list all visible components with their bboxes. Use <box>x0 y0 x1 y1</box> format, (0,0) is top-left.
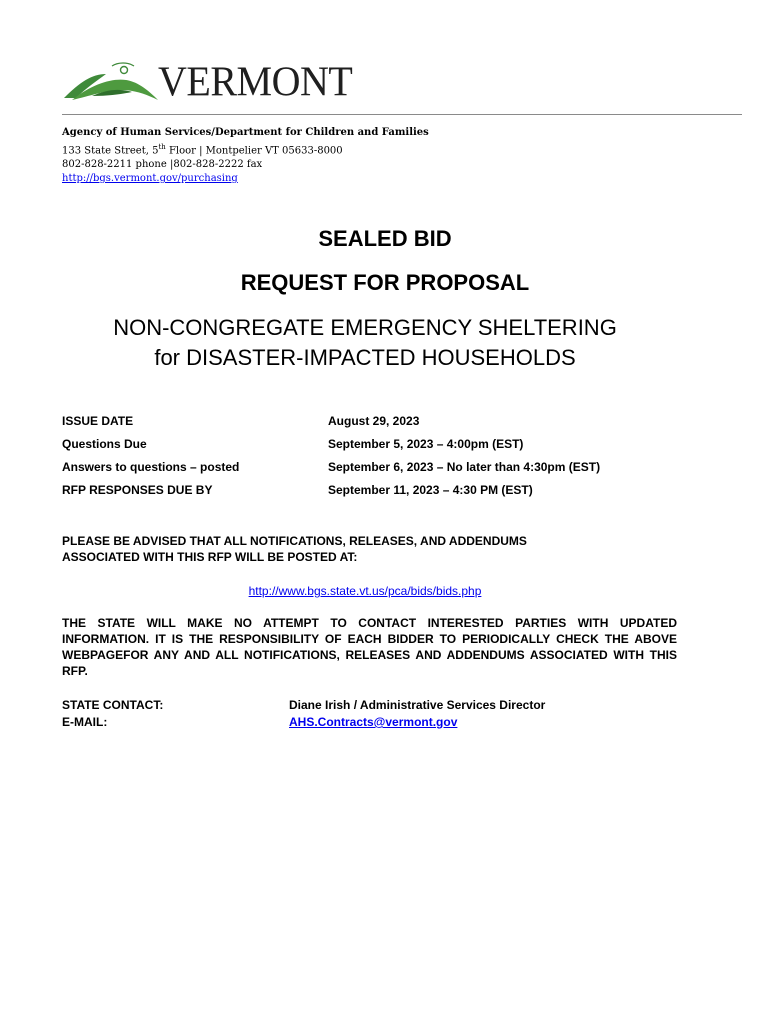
phone-fax: 802-828-2211 phone |802-828-2222 fax <box>62 159 263 171</box>
agency-address-block <box>62 126 429 186</box>
purchasing-link[interactable]: http://bgs.vermont.gov/purchasing <box>62 173 238 185</box>
sealed-bid-heading: SEALED BID <box>318 226 452 251</box>
date-label: Answers to questions – posted <box>62 460 240 474</box>
date-label: RFP RESPONSES DUE BY <box>62 483 213 497</box>
date-label: Questions Due <box>62 437 147 451</box>
date-value: September 11, 2023 – 4:30 PM (EST) <box>328 483 533 497</box>
date-row <box>62 437 682 460</box>
date-row <box>62 483 682 506</box>
notification-line-2: ASSOCIATED WITH THIS RFP WILL BE POSTED AT: <box>62 550 358 564</box>
email-label: E-MAIL: <box>62 715 108 729</box>
date-value: August 29, 2023 <box>328 414 420 428</box>
rfp-subject <box>0 313 730 373</box>
date-value: September 6, 2023 – No later than 4:30pm (EST) <box>328 460 601 474</box>
street-address: 133 State Street, 5th Floor | Montpelier VT 05633-8000 <box>62 143 343 157</box>
rfp-heading: REQUEST FOR PROPOSAL <box>240 270 530 295</box>
subject-line-1: NON-CONGREGATE EMERGENCY SHELTERING <box>113 315 617 340</box>
header-divider <box>62 114 742 115</box>
contact-block <box>62 697 682 731</box>
state-contact-label: STATE CONTACT: <box>62 698 164 712</box>
agency-name: Agency of Human Services/Department for Children and Families <box>62 127 429 138</box>
logo-wordmark: VERMONT <box>158 57 353 106</box>
state-contact-value: Diane Irish / Administrative Services Director <box>289 698 546 712</box>
contact-row <box>62 697 682 714</box>
date-value: September 5, 2023 – 4:00pm (EST) <box>328 437 524 451</box>
mountain-logo-icon <box>62 60 162 104</box>
date-label: ISSUE DATE <box>62 414 134 428</box>
email-link[interactable]: AHS.Contracts@vermont.gov <box>289 715 458 729</box>
notification-line-1: PLEASE BE ADVISED THAT ALL NOTIFICATIONS, RELEASES, AND ADDENDUMS <box>62 534 527 548</box>
responsibility-notice: THE STATE WILL MAKE NO ATTEMPT TO CONTACT INTERESTED PARTIES WITH UPDATED INFORMATION. IT IS THE RESPONSIBILITY OF EACH BIDDER TO PERIODICALLY CHECK THE ABOVE WEBPAGEFOR ANY AND ALL NOTIFICATIONS, RELEASES AND ADDENDUMS ASSOCIATED WITH THIS RFP. <box>62 616 677 678</box>
bids-page-link[interactable]: http://www.bgs.state.vt.us/pca/bids/bids.php <box>248 584 482 598</box>
subject-line-2: for DISASTER-IMPACTED HOUSEHOLDS <box>154 345 576 370</box>
notification-notice <box>62 533 702 565</box>
contact-row <box>62 714 682 731</box>
vermont-logo <box>62 57 353 108</box>
key-dates-table <box>62 414 682 506</box>
date-row <box>62 414 682 437</box>
date-row <box>62 460 682 483</box>
